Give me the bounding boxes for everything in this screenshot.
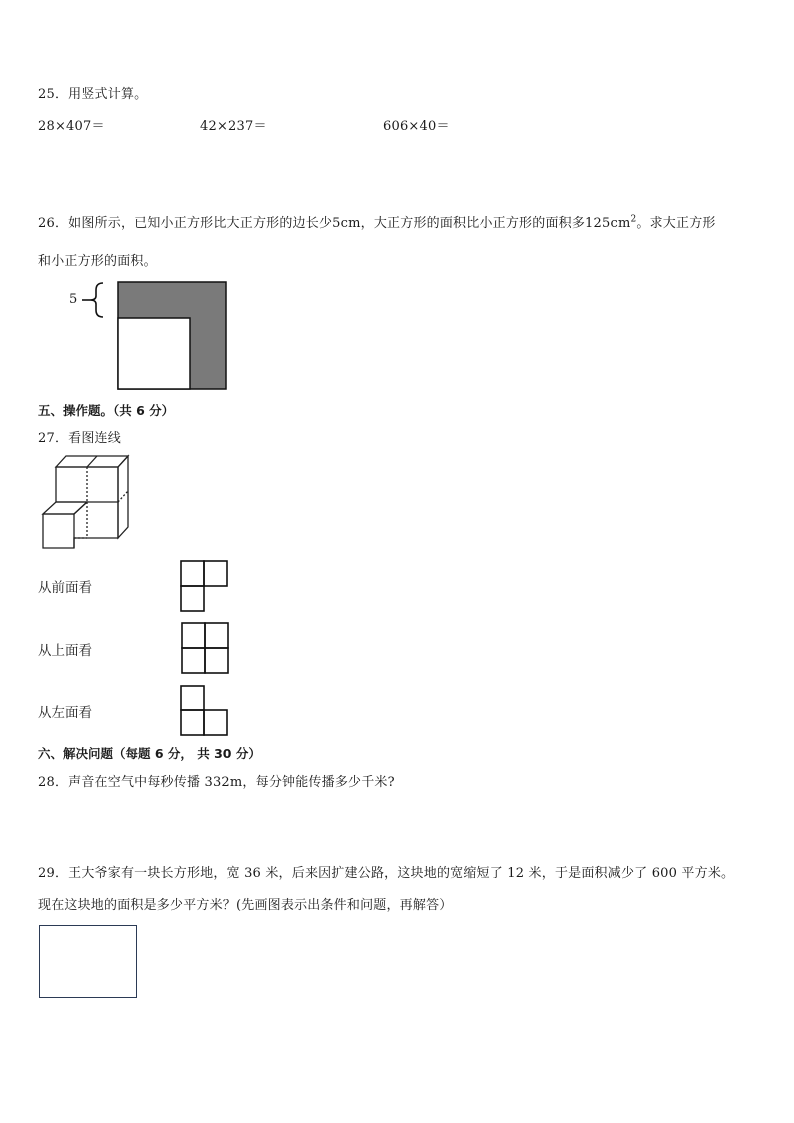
q25-expression-1: 28×407＝	[38, 119, 105, 134]
q25-title: 25．用竖式计算。	[38, 87, 148, 102]
q26-superscript: 2	[630, 214, 637, 225]
view-label-front: 从前面看	[38, 580, 92, 596]
section6-title: 六、解决问题（每题 6 分， 共 30 分）	[38, 746, 261, 761]
q26-text-part-d: 125cm	[585, 216, 631, 231]
view-shape-1	[181, 561, 227, 611]
view-label-left: 从左面看	[38, 705, 92, 721]
q26-text-part-e: 。求大正方形	[636, 216, 716, 231]
q26-text-line2: 和小正方形的面积。	[38, 254, 157, 269]
q26-text-part-a: 26．如图所示，已知小正方形比大正方形的边长少	[38, 216, 333, 231]
q29-drawing-box[interactable]	[39, 925, 137, 998]
view-shape-3	[181, 686, 227, 735]
q26-text-part-c: ，大正方形的面积比小正方形的面积多	[360, 216, 586, 231]
q29-text-line1: 29．王大爷家有一块长方形地，宽 36 米，后来因扩建公路，这块地的宽缩短了 12 米，于是面积减少了 600 平方米。	[38, 866, 735, 881]
q25-expression-3: 606×40＝	[383, 119, 450, 134]
q29-text-line2: 现在这块地的面积是多少平方米？(先画图表示出条件和问题，再解答）	[38, 898, 453, 913]
view-shape-2	[182, 623, 228, 673]
section5-title: 五、操作题。（共 6 分）	[38, 403, 175, 418]
q26-figure-label: 5	[69, 292, 78, 307]
q28-text: 28．声音在空气中每秒传播 332m，每分钟能传播多少千米?	[38, 775, 395, 790]
q27-title: 27．看图连线	[38, 431, 121, 446]
q26-text-part-b: 5cm	[332, 216, 361, 231]
q25-expression-2: 42×237＝	[200, 119, 267, 134]
view-label-top: 从上面看	[38, 643, 92, 659]
